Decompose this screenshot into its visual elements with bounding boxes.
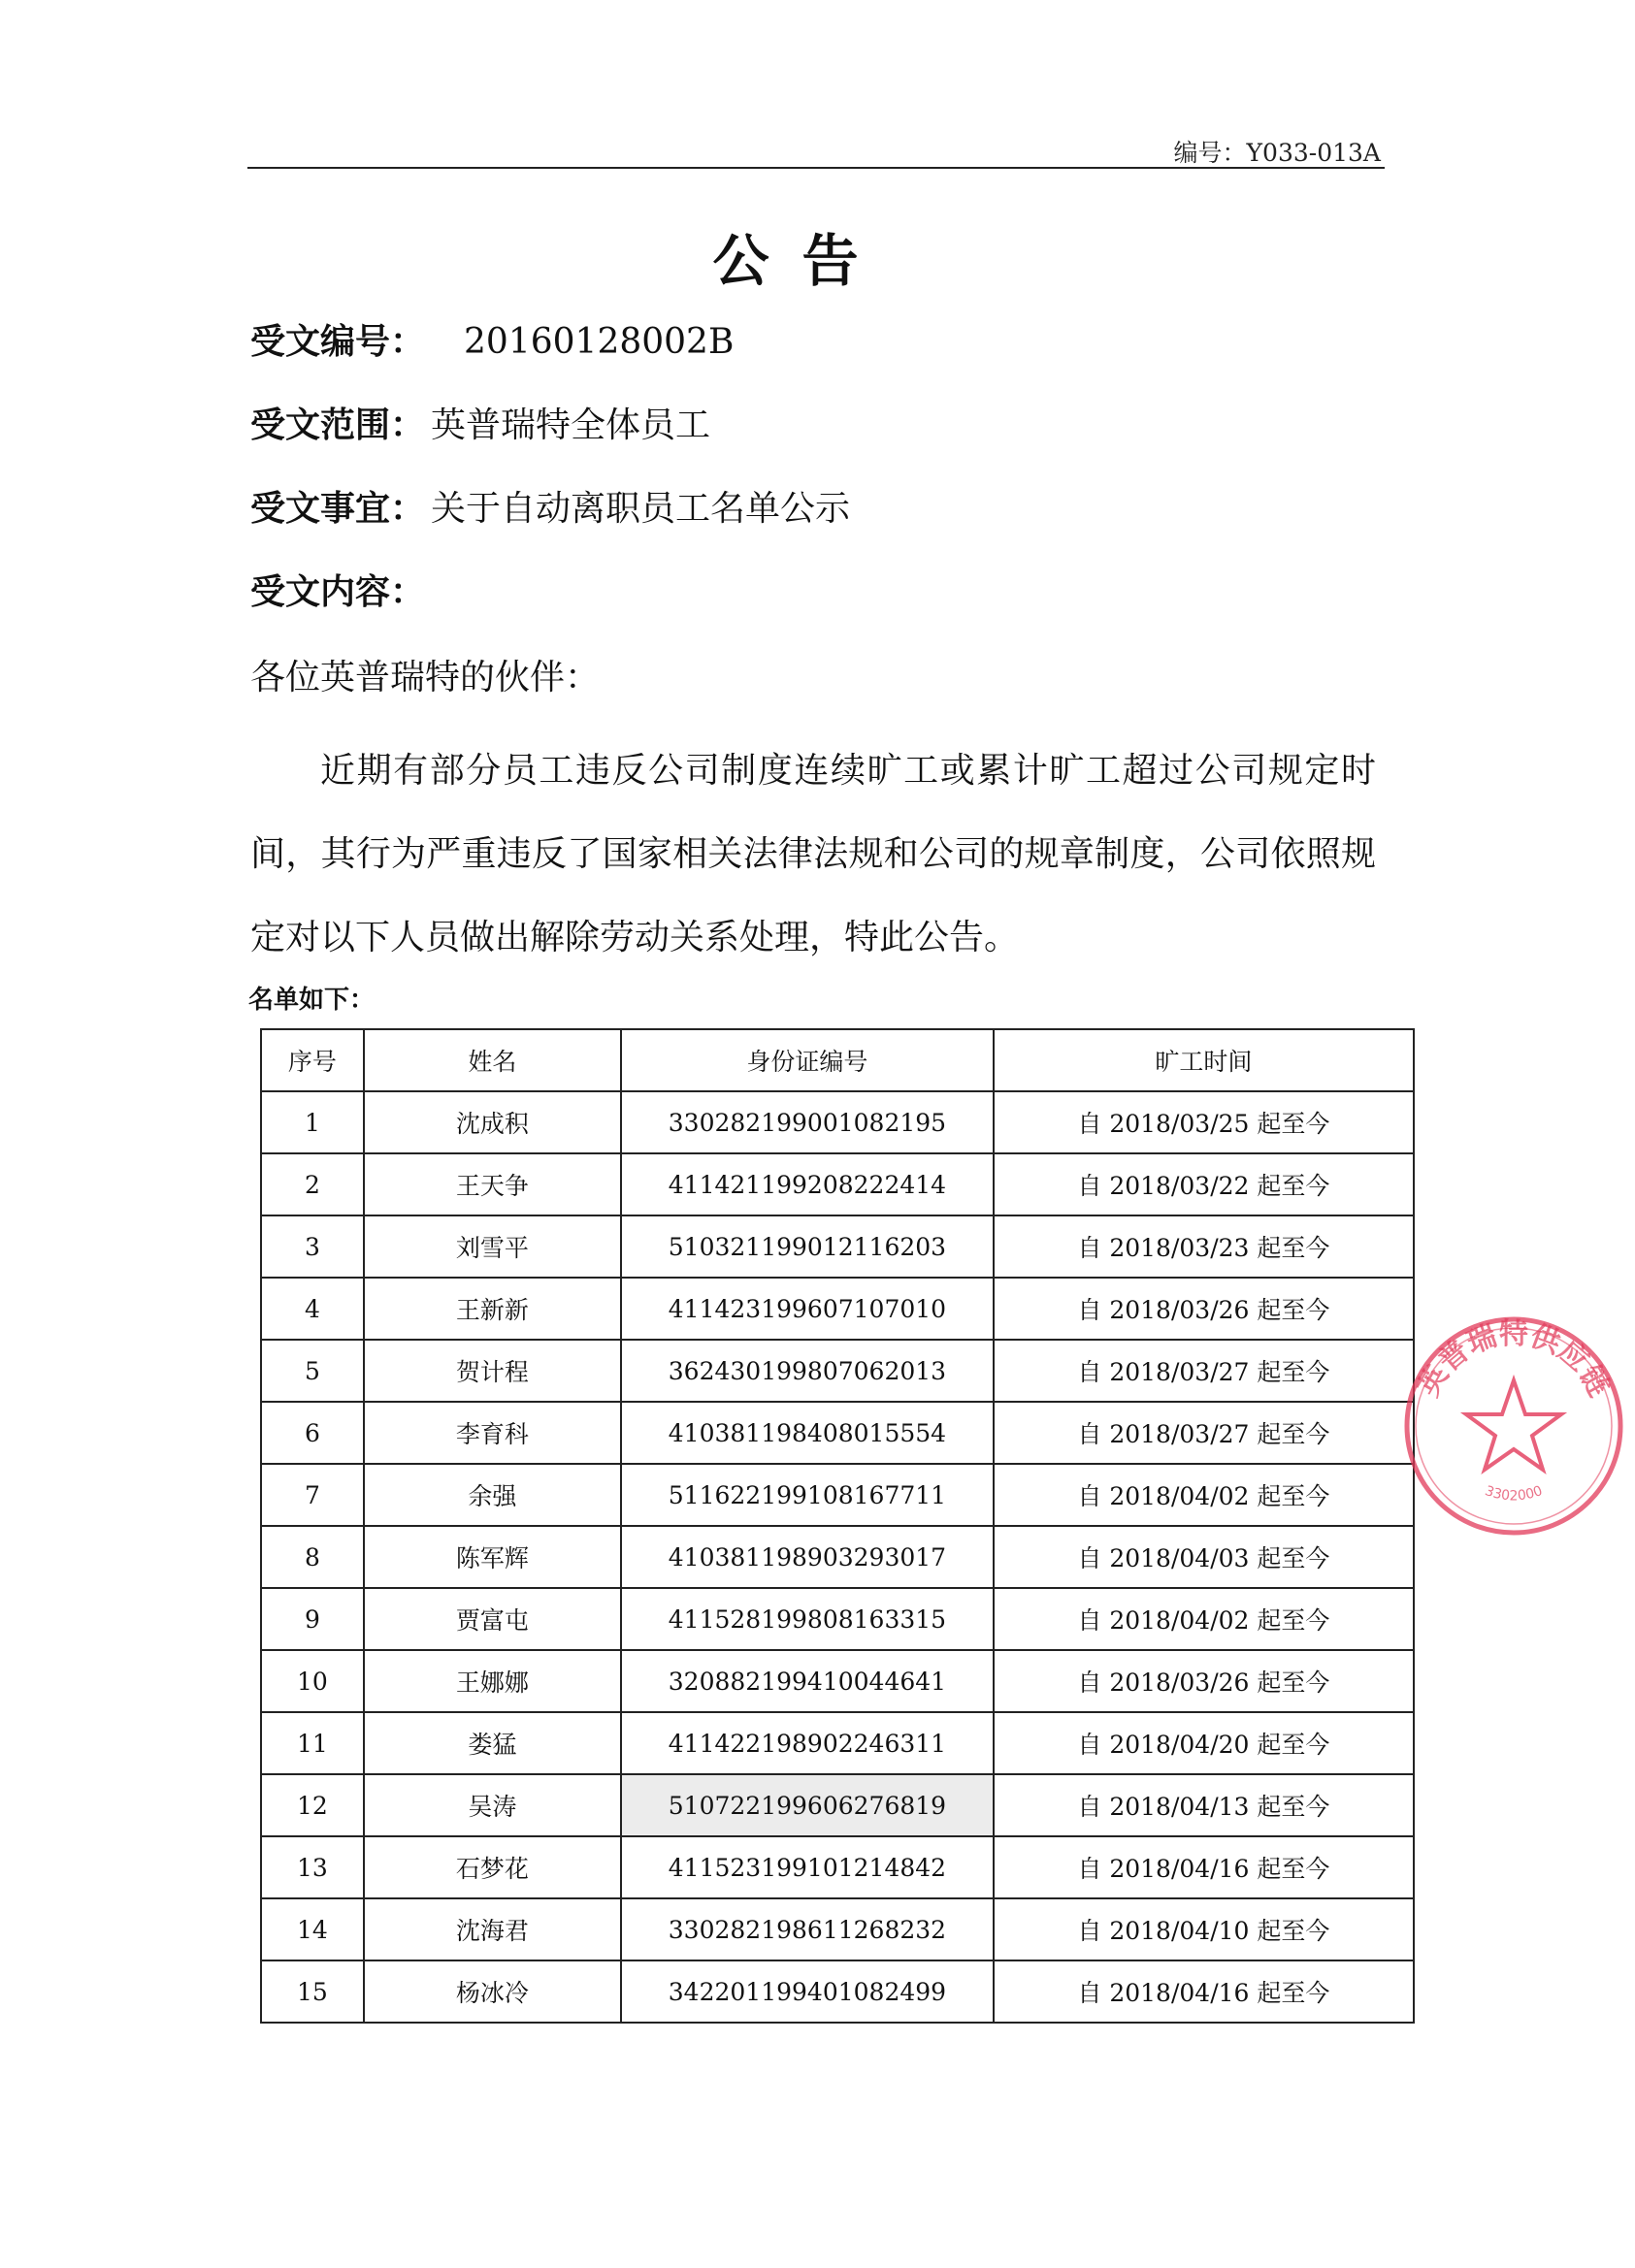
table-row [261, 1402, 1414, 1464]
cell-name: 贺计程 [364, 1340, 621, 1402]
staff-table [260, 1028, 1415, 2024]
cell-name: 石梦花 [364, 1836, 621, 1898]
table-row [261, 1588, 1414, 1650]
cell-id-number: 411423199607107010 [621, 1278, 994, 1340]
cell-id-number: 510722199606276819 [621, 1774, 994, 1836]
table-row [261, 1340, 1414, 1402]
cell-id-number: 362430199807062013 [621, 1340, 994, 1402]
cell-absence-time: 自 2018/03/27 起至今 [994, 1402, 1414, 1464]
cell-absence-time: 自 2018/04/13 起至今 [994, 1774, 1414, 1836]
table-header-row [261, 1029, 1414, 1091]
table-row [261, 1091, 1414, 1153]
header-id-number: 身份证编号 [621, 1029, 994, 1091]
cell-id-number: 411528199808163315 [621, 1588, 994, 1650]
cell-id-number: 510321199012116203 [621, 1215, 994, 1278]
cell-seq: 5 [261, 1340, 364, 1402]
table-row [261, 1960, 1414, 2023]
table-row [261, 1898, 1414, 1960]
table-row [261, 1774, 1414, 1836]
header-seq: 序号 [261, 1029, 364, 1091]
cell-id-number: 410381198903293017 [621, 1526, 994, 1588]
seal-star-icon [1466, 1380, 1561, 1470]
cell-absence-time: 自 2018/03/26 起至今 [994, 1278, 1414, 1340]
header-name: 姓名 [364, 1029, 621, 1091]
svg-text:英普瑞特供应链 [1412, 1317, 1616, 1403]
cell-id-number: 320882199410044641 [621, 1650, 994, 1712]
svg-text:3302000 [1483, 1483, 1545, 1504]
table-row [261, 1650, 1414, 1712]
cell-absence-time: 自 2018/03/27 起至今 [994, 1340, 1414, 1402]
cell-name: 杨冰冷 [364, 1960, 621, 2023]
table-row [261, 1526, 1414, 1588]
table-row [261, 1464, 1414, 1526]
cell-absence-time: 自 2018/03/23 起至今 [994, 1215, 1414, 1278]
page-title: 公告 [712, 228, 892, 294]
cell-id-number: 330282199001082195 [621, 1091, 994, 1153]
cell-absence-time: 自 2018/04/10 起至今 [994, 1898, 1414, 1960]
body-paragraph: 近期有部分员工违反公司制度连续旷工或累计旷工超过公司规定时间，其行为严重违反了国家相关法律法规和公司的规章制度，公司依照规定对以下人员做出解除劳动关系处理，特此公告。 [250, 751, 1376, 957]
field-matter-label: 受文事宜： [250, 489, 426, 529]
cell-absence-time: 自 2018/04/20 起至今 [994, 1712, 1414, 1774]
cell-id-number: 342201199401082499 [621, 1960, 994, 2023]
field-matter [250, 481, 850, 531]
cell-name: 沈海君 [364, 1898, 621, 1960]
cell-seq: 11 [261, 1712, 364, 1774]
cell-absence-time: 自 2018/03/25 起至今 [994, 1091, 1414, 1153]
cell-seq: 4 [261, 1278, 364, 1340]
cell-absence-time: 自 2018/04/03 起至今 [994, 1526, 1414, 1588]
table-row [261, 1153, 1414, 1215]
list-title: 名单如下： [248, 986, 376, 1015]
cell-name: 沈成积 [364, 1091, 621, 1153]
seal-text: 英普瑞特供应链 [1411, 1317, 1617, 1403]
cell-seq: 9 [261, 1588, 364, 1650]
cell-seq: 3 [261, 1215, 364, 1278]
cell-absence-time: 自 2018/03/26 起至今 [994, 1650, 1414, 1712]
cell-seq: 14 [261, 1898, 364, 1960]
cell-seq: 15 [261, 1960, 364, 2023]
cell-id-number: 411422198902246311 [621, 1712, 994, 1774]
document-number: 编号：Y033-013A [1173, 139, 1381, 167]
cell-seq: 6 [261, 1402, 364, 1464]
greeting: 各位英普瑞特的伙伴： [250, 658, 601, 697]
cell-name: 王新新 [364, 1278, 621, 1340]
cell-seq: 8 [261, 1526, 364, 1588]
cell-seq: 10 [261, 1650, 364, 1712]
cell-name: 贾富屯 [364, 1588, 621, 1650]
table-row [261, 1712, 1414, 1774]
cell-name: 陈军辉 [364, 1526, 621, 1588]
cell-name: 余强 [364, 1464, 621, 1526]
cell-id-number: 330282198611268232 [621, 1898, 994, 1960]
header-absence-time: 旷工时间 [994, 1029, 1414, 1091]
header-rule [247, 167, 1385, 169]
cell-name: 吴涛 [364, 1774, 621, 1836]
cell-seq: 13 [261, 1836, 364, 1898]
field-matter-value: 关于自动离职员工名单公示 [431, 489, 851, 529]
seal-number: 3302000 [1483, 1483, 1545, 1505]
cell-absence-time: 自 2018/04/02 起至今 [994, 1588, 1414, 1650]
field-scope-label: 受文范围： [250, 405, 426, 445]
cell-absence-time: 自 2018/04/16 起至今 [994, 1960, 1414, 2023]
field-doc-number-value: 20160128002B [464, 322, 735, 362]
table-row [261, 1836, 1414, 1898]
table-row [261, 1215, 1414, 1278]
cell-name: 刘雪平 [364, 1215, 621, 1278]
cell-seq: 7 [261, 1464, 364, 1526]
field-content [250, 565, 425, 614]
field-scope [250, 398, 710, 447]
cell-name: 王天争 [364, 1153, 621, 1215]
cell-id-number: 411421199208222414 [621, 1153, 994, 1215]
field-doc-number-label: 受文编号： [250, 322, 426, 362]
cell-name: 娄猛 [364, 1712, 621, 1774]
cell-id-number: 410381198408015554 [621, 1402, 994, 1464]
cell-seq: 1 [261, 1091, 364, 1153]
cell-seq: 2 [261, 1153, 364, 1215]
company-seal [1392, 1305, 1635, 1547]
field-doc-number [250, 314, 734, 364]
field-content-label: 受文内容： [250, 572, 426, 612]
cell-absence-time: 自 2018/03/22 起至今 [994, 1153, 1414, 1215]
cell-name: 李育科 [364, 1402, 621, 1464]
cell-id-number: 511622199108167711 [621, 1464, 994, 1526]
table-row [261, 1278, 1414, 1340]
field-scope-value: 英普瑞特全体员工 [431, 405, 711, 445]
cell-absence-time: 自 2018/04/16 起至今 [994, 1836, 1414, 1898]
cell-absence-time: 自 2018/04/02 起至今 [994, 1464, 1414, 1526]
cell-seq: 12 [261, 1774, 364, 1836]
cell-name: 王娜娜 [364, 1650, 621, 1712]
cell-id-number: 411523199101214842 [621, 1836, 994, 1898]
